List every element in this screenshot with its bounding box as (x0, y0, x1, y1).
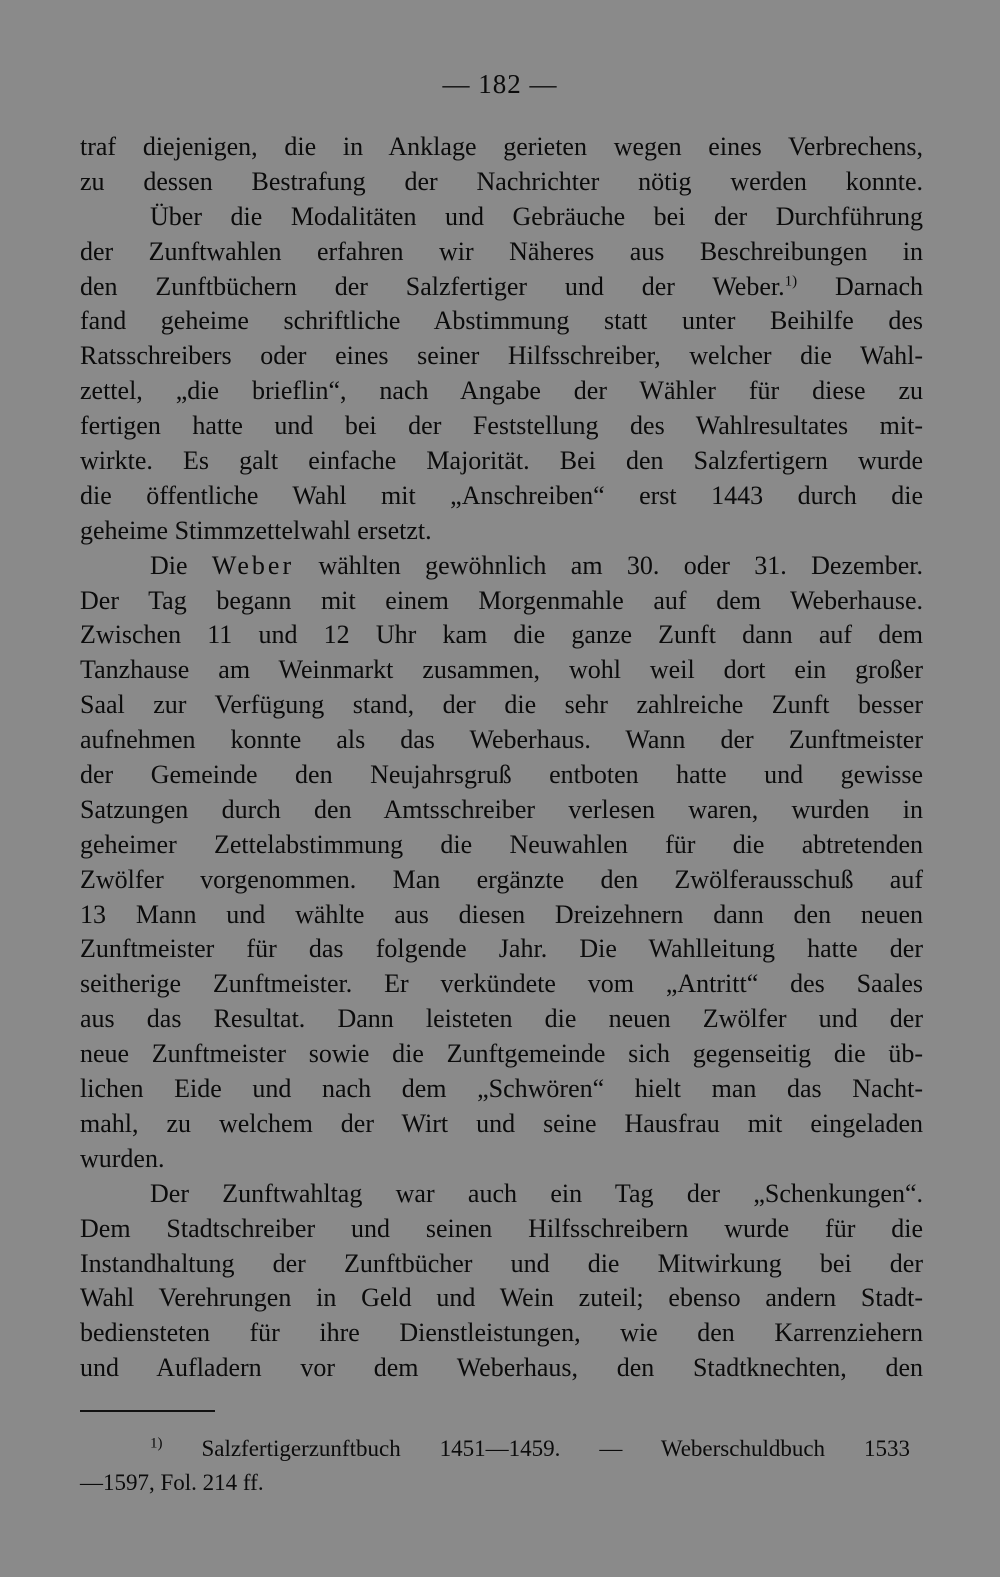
text-line: bediensteten für ihre Dienstleistungen, wie den Karrenziehern (80, 1318, 923, 1348)
page-number: — 182 — (442, 69, 558, 99)
footnote-divider (80, 1410, 215, 1412)
text-line: aufnehmen konnte als das Weberhaus. Wann der Zunftmeister (80, 725, 923, 755)
text-line: geheime Stimmzettelwahl ersetzt. (80, 515, 432, 545)
text-segment: den Zunftbüchern der Salzfertiger und der Weber. (80, 271, 785, 301)
text-line: fertigen hatte und bei der Feststellung des Wahlresultates mit- (80, 411, 923, 441)
text-line: der Zunftwahlen erfahren wir Näheres aus Beschreibungen in (80, 236, 923, 266)
text-line: wirkte. Es galt einfache Majorität. Bei den Salzfertigern wurde (80, 446, 923, 476)
text-line: Zunftmeister für das folgende Jahr. Die Wahlleitung hatte der (80, 934, 923, 964)
text-segment: wählten gewöhnlich am 30. oder 31. Dezember. (318, 550, 924, 580)
emphasized-word: Weber (211, 550, 295, 580)
text-line: Zwischen 11 und 12 Uhr kam die ganze Zunft dann auf dem (80, 620, 923, 650)
text-line: Der Zunftwahltag war auch ein Tag der „Schenkungen“. (150, 1178, 923, 1208)
text-segment: Die (150, 550, 188, 580)
text-line: neue Zunftmeister sowie die Zunftgemeinde sich gegenseitig die üb- (80, 1039, 923, 1069)
text-line: Zwölfer vorgenommen. Man ergänzte den Zwölferausschuß auf (80, 864, 923, 894)
text-line: Ratsschreibers oder eines seiner Hilfsschreiber, welcher die Wahl- (80, 341, 923, 371)
text-line: wurden. (80, 1143, 165, 1173)
text-line: traf diejenigen, die in Anklage gerieten wegen eines Verbrechens, (80, 132, 923, 161)
text-line: seitherige Zunftmeister. Er verkündete vom „Antritt“ des Saales (80, 969, 923, 999)
footnote-reference: 1) (784, 272, 798, 289)
text-line (80, 549, 923, 584)
text-line: Instandhaltung der Zunftbücher und die Mitwirkung bei der (80, 1248, 923, 1278)
text-line: aus das Resultat. Dann leisteten die neuen Zwölfer und der (80, 1004, 923, 1034)
text-line: mahl, zu welchem der Wirt und seine Hausfrau mit eingeladen (80, 1108, 923, 1138)
text-line: Tanzhause am Weinmarkt zusammen, wohl weil dort ein großer (80, 655, 923, 685)
text-line: die öffentliche Wahl mit „Anschreiben“ erst 1443 durch die (80, 480, 923, 510)
text-line: zettel, „die brieflin“, nach Angabe der Wähler für diese zu (80, 376, 923, 406)
text-line: Der Tag begann mit einem Morgenmahle auf dem Weberhause. (80, 585, 923, 615)
text-segment: Darnach (834, 271, 924, 301)
text-line: lichen Eide und nach dem „Schwören“ hielt man das Nacht- (80, 1074, 923, 1104)
text-line: geheimer Zettelabstimmung die Neuwahlen für die abtretenden (80, 829, 923, 859)
footnote-text: Salzfertigerzunftbuch 1451—1459. — Weberschuldbuch 1533 (201, 1436, 911, 1461)
text-line: 13 Mann und wählte aus diesen Dreizehnern dann den neuen (80, 899, 923, 929)
footnote-line (80, 1432, 910, 1466)
text-line: zu dessen Bestrafung der Nachrichter nötig werden konnte. (80, 166, 923, 196)
text-line: Dem Stadtschreiber und seinen Hilfsschreibern wurde für die (80, 1213, 923, 1243)
text-line: Über die Modalitäten und Gebräuche bei der Durchführung (150, 201, 923, 231)
text-line: der Gemeinde den Neujahrsgruß entboten hatte und gewisse (80, 760, 923, 790)
footnote-marker: 1) (150, 1435, 163, 1452)
text-line: fand geheime schriftliche Abstimmung statt unter Beihilfe des (80, 306, 923, 336)
body-text (80, 130, 923, 1386)
footnotes (80, 1432, 910, 1500)
text-line: Saal zur Verfügung stand, der die sehr zahlreiche Zunft besser (80, 690, 923, 720)
text-line: und Aufladern vor dem Weberhaus, den Stadtknechten, den (80, 1353, 923, 1383)
footnote-line: —1597, Fol. 214 ff. (80, 1470, 264, 1495)
text-line: Satzungen durch den Amtsschreiber verlesen waren, wurden in (80, 794, 923, 824)
text-line (80, 270, 923, 305)
text-line: Wahl Verehrungen in Geld und Wein zuteil; ebenso andern Stadt- (80, 1283, 923, 1313)
